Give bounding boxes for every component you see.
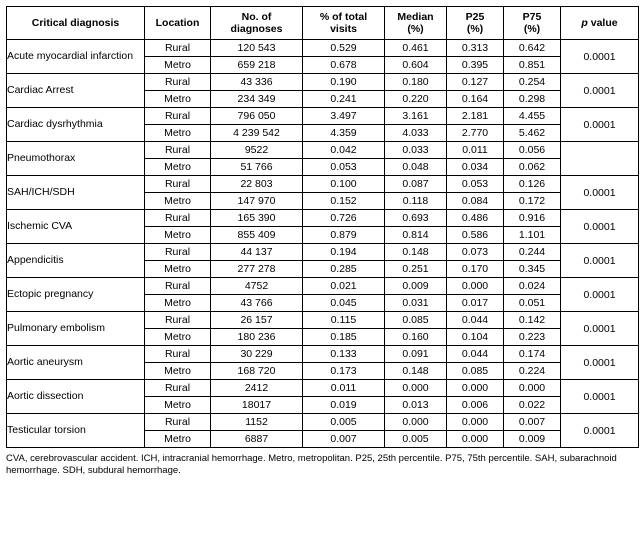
cell-p25: 0.085 (447, 363, 504, 380)
cell-pct-total-visits: 0.879 (303, 227, 385, 244)
cell-p25: 0.017 (447, 295, 504, 312)
cell-p75: 0.223 (504, 329, 561, 346)
cell-pct-total-visits: 0.185 (303, 329, 385, 346)
cell-location: Rural (145, 346, 211, 363)
cell-median: 0.693 (385, 210, 447, 227)
cell-p75: 0.916 (504, 210, 561, 227)
cell-pct-total-visits: 0.053 (303, 159, 385, 176)
cell-median: 4.033 (385, 125, 447, 142)
cell-p75: 0.000 (504, 380, 561, 397)
cell-pct-total-visits: 0.019 (303, 397, 385, 414)
cell-pct-total-visits: 0.194 (303, 244, 385, 261)
cell-median: 0.148 (385, 363, 447, 380)
cell-p75: 5.462 (504, 125, 561, 142)
p-italic-label: p (581, 17, 588, 29)
cell-diagnosis: Testicular torsion (7, 414, 145, 448)
cell-diagnosis: Cardiac Arrest (7, 74, 145, 108)
table-row (7, 312, 639, 329)
cell-location: Rural (145, 108, 211, 125)
cell-pct-total-visits: 0.678 (303, 57, 385, 74)
column-header-median (385, 7, 447, 40)
p75-label: P75 (522, 11, 542, 23)
cell-location: Metro (145, 227, 211, 244)
cell-location: Rural (145, 278, 211, 295)
cell-pct-total-visits: 0.726 (303, 210, 385, 227)
cell-median: 0.009 (385, 278, 447, 295)
cell-no-of-diagnoses: 2412 (211, 380, 303, 397)
cell-no-of-diagnoses: 6887 (211, 431, 303, 448)
cell-pct-total-visits: 0.005 (303, 414, 385, 431)
no-of-label: No. of (241, 11, 272, 23)
cell-pct-total-visits: 0.529 (303, 40, 385, 57)
cell-p25: 2.770 (447, 125, 504, 142)
cell-diagnosis: Acute myocardial infarction (7, 40, 145, 74)
cell-p-value: 0.0001 (561, 244, 639, 278)
cell-median: 0.180 (385, 74, 447, 91)
cell-diagnosis: Aortic aneurysm (7, 346, 145, 380)
cell-median: 0.005 (385, 431, 447, 448)
cell-location: Metro (145, 91, 211, 108)
cell-location: Rural (145, 210, 211, 227)
column-header-no-of-diagnoses (211, 7, 303, 40)
cell-p-value: 0.0001 (561, 40, 639, 74)
cell-location: Metro (145, 295, 211, 312)
cell-pct-total-visits: 0.042 (303, 142, 385, 159)
value-label: value (587, 17, 618, 29)
cell-p75: 0.056 (504, 142, 561, 159)
cell-p-value: 0.0001 (561, 74, 639, 108)
cell-p25: 0.044 (447, 346, 504, 363)
column-header-location: Location (145, 7, 211, 40)
column-header-pct-total-visits (303, 7, 385, 40)
cell-p25: 0.073 (447, 244, 504, 261)
cell-p75: 0.345 (504, 261, 561, 278)
cell-median: 0.087 (385, 176, 447, 193)
cell-p25: 0.000 (447, 278, 504, 295)
column-header-p-value (561, 7, 639, 40)
column-header-p25 (447, 7, 504, 40)
table-footnote: CVA, cerebrovascular accident. ICH, intracranial hemorrhage. Metro, metropolitan. P25, 25th percentile. P75, 75th percentile. SAH, subarachnoid hemorrhage. SDH, subdural hemorrhage. (6, 453, 617, 476)
cell-p75: 1.101 (504, 227, 561, 244)
cell-diagnosis: Ischemic CVA (7, 210, 145, 244)
table-row (7, 244, 639, 261)
cell-p-value: 0.0001 (561, 346, 639, 380)
cell-pct-total-visits: 0.241 (303, 91, 385, 108)
cell-no-of-diagnoses: 43 766 (211, 295, 303, 312)
cell-location: Metro (145, 125, 211, 142)
cell-median: 0.048 (385, 159, 447, 176)
cell-location: Metro (145, 363, 211, 380)
cell-pct-total-visits: 0.021 (303, 278, 385, 295)
cell-diagnosis: Ectopic pregnancy (7, 278, 145, 312)
cell-p25: 0.313 (447, 40, 504, 57)
cell-p75: 4.455 (504, 108, 561, 125)
cell-no-of-diagnoses: 44 137 (211, 244, 303, 261)
cell-p-value (561, 142, 639, 176)
cell-p25: 0.000 (447, 431, 504, 448)
cell-p75: 0.172 (504, 193, 561, 210)
cell-no-of-diagnoses: 1152 (211, 414, 303, 431)
cell-no-of-diagnoses: 165 390 (211, 210, 303, 227)
cell-pct-total-visits: 0.152 (303, 193, 385, 210)
table-row (7, 142, 639, 159)
cell-p75: 0.224 (504, 363, 561, 380)
cell-location: Rural (145, 40, 211, 57)
cell-p75: 0.174 (504, 346, 561, 363)
cell-pct-total-visits: 0.011 (303, 380, 385, 397)
cell-p-value: 0.0001 (561, 312, 639, 346)
cell-pct-total-visits: 0.133 (303, 346, 385, 363)
column-header-diagnosis: Critical diagnosis (7, 7, 145, 40)
cell-location: Metro (145, 57, 211, 74)
cell-diagnosis: Pulmonary embolism (7, 312, 145, 346)
cell-p75: 0.851 (504, 57, 561, 74)
p75-unit-label: (%) (523, 23, 541, 35)
cell-median: 0.118 (385, 193, 447, 210)
cell-location: Rural (145, 312, 211, 329)
cell-p25: 2.181 (447, 108, 504, 125)
cell-p75: 0.244 (504, 244, 561, 261)
cell-no-of-diagnoses: 180 236 (211, 329, 303, 346)
cell-diagnosis: SAH/ICH/SDH (7, 176, 145, 210)
cell-p-value: 0.0001 (561, 108, 639, 142)
cell-location: Metro (145, 431, 211, 448)
cell-p25: 0.000 (447, 380, 504, 397)
cell-no-of-diagnoses: 120 543 (211, 40, 303, 57)
table-body (7, 40, 639, 448)
cell-p75: 0.024 (504, 278, 561, 295)
table-row (7, 278, 639, 295)
cell-pct-total-visits: 0.045 (303, 295, 385, 312)
cell-pct-total-visits: 0.285 (303, 261, 385, 278)
cell-p25: 0.000 (447, 414, 504, 431)
table-row (7, 108, 639, 125)
cell-p25: 0.104 (447, 329, 504, 346)
cell-diagnosis: Aortic dissection (7, 380, 145, 414)
cell-p-value: 0.0001 (561, 210, 639, 244)
cell-location: Metro (145, 329, 211, 346)
cell-no-of-diagnoses: 30 229 (211, 346, 303, 363)
cell-p75: 0.142 (504, 312, 561, 329)
cell-median: 0.160 (385, 329, 447, 346)
visits-label: visits (330, 23, 357, 35)
cell-median: 0.031 (385, 295, 447, 312)
cell-median: 0.091 (385, 346, 447, 363)
cell-p75: 0.642 (504, 40, 561, 57)
cell-median: 0.000 (385, 380, 447, 397)
median-label: Median (397, 11, 434, 23)
cell-location: Rural (145, 414, 211, 431)
cell-median: 0.814 (385, 227, 447, 244)
cell-median: 0.251 (385, 261, 447, 278)
cell-location: Rural (145, 142, 211, 159)
cell-p25: 0.127 (447, 74, 504, 91)
cell-median: 0.000 (385, 414, 447, 431)
cell-p-value: 0.0001 (561, 278, 639, 312)
table-row (7, 346, 639, 363)
cell-no-of-diagnoses: 796 050 (211, 108, 303, 125)
column-header-p75 (504, 7, 561, 40)
cell-no-of-diagnoses: 43 336 (211, 74, 303, 91)
diagnoses-label: diagnoses (230, 23, 283, 35)
table-row (7, 74, 639, 91)
cell-p75: 0.051 (504, 295, 561, 312)
cell-p75: 0.298 (504, 91, 561, 108)
cell-pct-total-visits: 0.100 (303, 176, 385, 193)
cell-no-of-diagnoses: 4752 (211, 278, 303, 295)
critical-diagnoses-table (6, 6, 639, 448)
cell-p-value: 0.0001 (561, 176, 639, 210)
cell-median: 0.461 (385, 40, 447, 57)
cell-p75: 0.009 (504, 431, 561, 448)
cell-p75: 0.254 (504, 74, 561, 91)
cell-pct-total-visits: 3.497 (303, 108, 385, 125)
cell-pct-total-visits: 0.115 (303, 312, 385, 329)
median-unit-label: (%) (407, 23, 424, 35)
cell-no-of-diagnoses: 51 766 (211, 159, 303, 176)
cell-median: 0.085 (385, 312, 447, 329)
cell-pct-total-visits: 4.359 (303, 125, 385, 142)
cell-pct-total-visits: 0.007 (303, 431, 385, 448)
cell-p25: 0.084 (447, 193, 504, 210)
cell-median: 0.148 (385, 244, 447, 261)
cell-location: Rural (145, 380, 211, 397)
cell-no-of-diagnoses: 147 970 (211, 193, 303, 210)
table-header-row (7, 7, 639, 40)
cell-no-of-diagnoses: 26 157 (211, 312, 303, 329)
cell-p75: 0.007 (504, 414, 561, 431)
cell-location: Rural (145, 244, 211, 261)
cell-p25: 0.044 (447, 312, 504, 329)
cell-no-of-diagnoses: 18017 (211, 397, 303, 414)
p25-label: P25 (465, 11, 485, 23)
cell-location: Metro (145, 261, 211, 278)
cell-diagnosis: Pneumothorax (7, 142, 145, 176)
cell-diagnosis: Appendicitis (7, 244, 145, 278)
table-row (7, 40, 639, 57)
cell-p25: 0.053 (447, 176, 504, 193)
cell-p-value: 0.0001 (561, 380, 639, 414)
cell-p25: 0.170 (447, 261, 504, 278)
cell-p25: 0.586 (447, 227, 504, 244)
cell-p25: 0.486 (447, 210, 504, 227)
cell-pct-total-visits: 0.173 (303, 363, 385, 380)
cell-median: 0.033 (385, 142, 447, 159)
cell-no-of-diagnoses: 4 239 542 (211, 125, 303, 142)
cell-no-of-diagnoses: 659 218 (211, 57, 303, 74)
cell-location: Rural (145, 74, 211, 91)
cell-no-of-diagnoses: 855 409 (211, 227, 303, 244)
cell-location: Metro (145, 397, 211, 414)
cell-p75: 0.126 (504, 176, 561, 193)
cell-p25: 0.011 (447, 142, 504, 159)
cell-location: Rural (145, 176, 211, 193)
cell-p25: 0.164 (447, 91, 504, 108)
cell-median: 0.604 (385, 57, 447, 74)
cell-no-of-diagnoses: 22 803 (211, 176, 303, 193)
cell-p25: 0.006 (447, 397, 504, 414)
cell-median: 0.013 (385, 397, 447, 414)
cell-median: 0.220 (385, 91, 447, 108)
table-row (7, 380, 639, 397)
cell-p25: 0.395 (447, 57, 504, 74)
table-row (7, 176, 639, 193)
cell-no-of-diagnoses: 234 349 (211, 91, 303, 108)
cell-diagnosis: Cardiac dysrhythmia (7, 108, 145, 142)
cell-no-of-diagnoses: 168 720 (211, 363, 303, 380)
cell-location: Metro (145, 159, 211, 176)
cell-p75: 0.022 (504, 397, 561, 414)
table-row (7, 414, 639, 431)
p25-unit-label: (%) (466, 23, 484, 35)
cell-location: Metro (145, 193, 211, 210)
cell-p75: 0.062 (504, 159, 561, 176)
cell-p25: 0.034 (447, 159, 504, 176)
cell-p-value: 0.0001 (561, 414, 639, 448)
cell-pct-total-visits: 0.190 (303, 74, 385, 91)
table-row (7, 210, 639, 227)
cell-no-of-diagnoses: 9522 (211, 142, 303, 159)
pct-of-total-label: % of total (319, 11, 368, 23)
cell-no-of-diagnoses: 277 278 (211, 261, 303, 278)
cell-median: 3.161 (385, 108, 447, 125)
